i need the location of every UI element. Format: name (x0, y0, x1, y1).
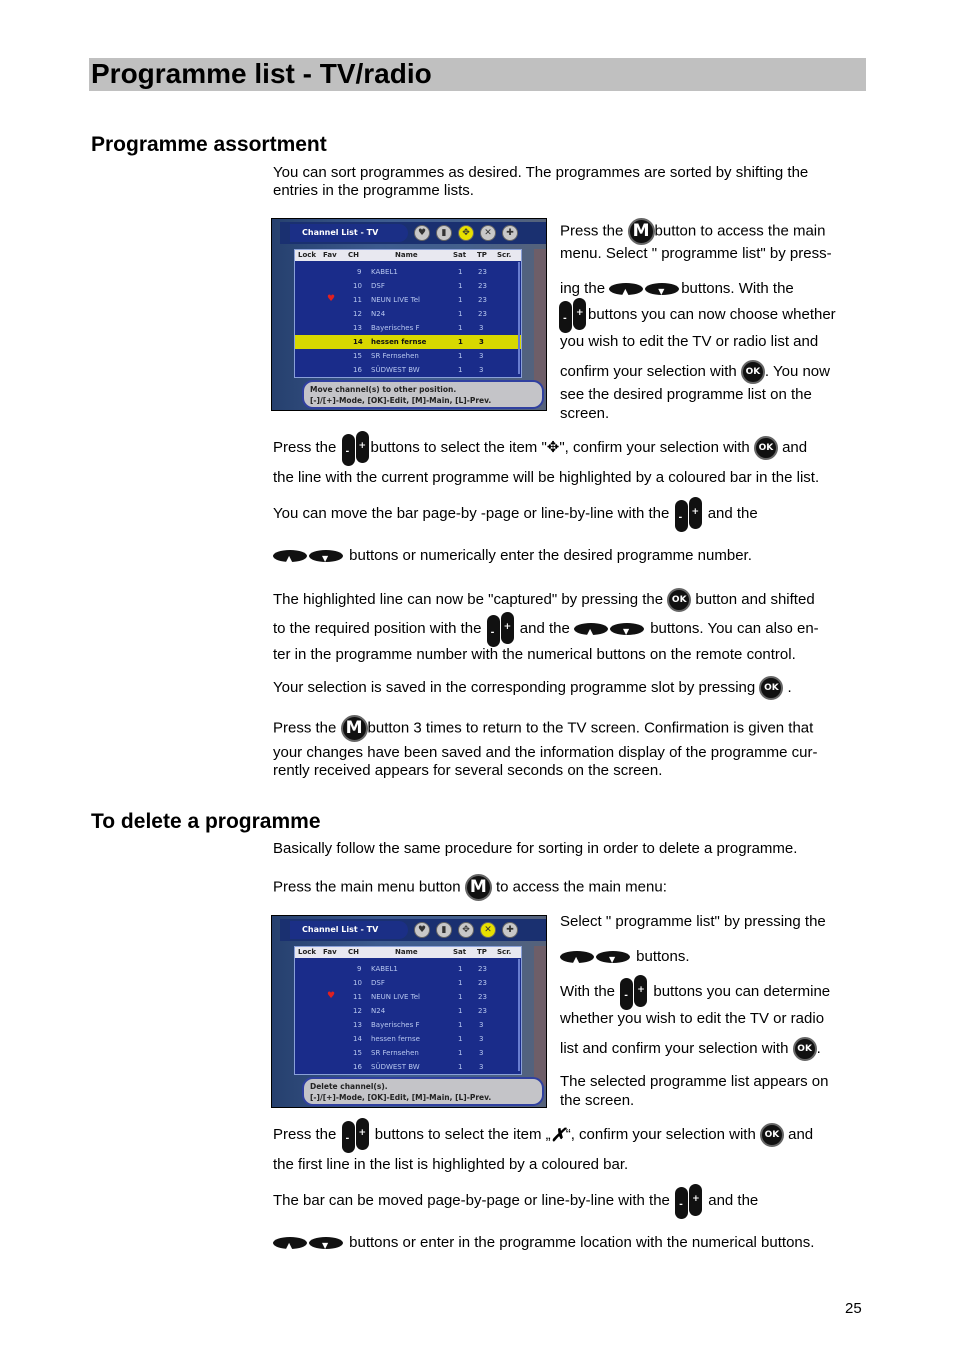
tv-status-box: Delete channel(s). [-]/[+]-Mode, [OK]-Edit, [M]-Main, [L]-Prev. (302, 1077, 544, 1106)
side-line-4: - + buttons you can now choose whether (558, 298, 836, 332)
heart-icon: ♥ (414, 225, 430, 241)
move-icon: ✥ (458, 922, 474, 938)
lock-icon: ▮ (436, 225, 452, 241)
heart-icon: ♥ (414, 922, 430, 938)
channel-row: 14 hessen fernse 1 3 (353, 1035, 484, 1043)
tv-status-box: Move channel(s) to other position. [-]/[+]-Mode, [OK]-Edit, [M]-Main, [L]-Prev. (302, 380, 544, 409)
ok-button-icon: OK (760, 1123, 784, 1147)
tv-screenshot-delete (271, 915, 547, 1108)
side-line-6: confirm your selection with OK . You now (560, 360, 830, 384)
minus-plus-buttons-icon: - + (558, 298, 588, 332)
ok-button-icon: OK (667, 588, 691, 612)
para-return-line-2: your changes have been saved and the information display of the programme cur- (273, 744, 818, 761)
para-delete-select-line-1: Press the - + buttons to select the item „✗“, confirm your selection with OK and (273, 1118, 813, 1152)
intro-line-2: entries in the programme lists. (273, 182, 474, 199)
side-line-3: ing the ▲ ▼ buttons. With the (560, 280, 794, 297)
tv-tab-title: Channel List - TV (290, 921, 408, 939)
para-page-line-1: You can move the bar page-by -page or line-by-line with the - + and the (273, 497, 758, 531)
page-title-bar (89, 58, 866, 91)
channel-row: 13 Bayerisches F 1 3 (353, 1021, 484, 1029)
side2-line-6: The selected programme list appears on (560, 1073, 829, 1090)
side2-line-7: the screen. (560, 1092, 635, 1109)
delete-icon: ✕ (480, 225, 496, 241)
side-line-7: see the desired programme list on the (560, 386, 812, 403)
channel-row: 15 SR Fernsehen 1 3 (353, 1049, 484, 1057)
minus-plus-buttons-icon: - + (619, 975, 649, 1009)
side2-line-1: Select " programme list" by pressing the (560, 913, 826, 930)
para-select-move-line-1: Press the - + buttons to select the item "✥", confirm your selection with OK and (273, 431, 807, 465)
delete-main-menu-line: Press the main menu button M to access the main menu: (273, 874, 667, 901)
delete-intro: Basically follow the same procedure for sorting in order to delete a programme. (273, 840, 798, 857)
minus-plus-buttons-icon: - + (674, 1184, 704, 1218)
para-capture-line-3: ter in the programme number with the numerical buttons on the remote control. (273, 646, 796, 663)
para-delete-bar-line-2: ▲ ▼ buttons or enter in the programme location with the numerical buttons. (273, 1234, 814, 1253)
up-down-arrow-buttons-icon: ▲ ▼ (609, 281, 681, 297)
up-down-arrow-buttons-icon: ▲ ▼ (574, 621, 646, 637)
para-saved: Your selection is saved in the corresponding programme slot by pressing OK . (273, 676, 792, 700)
column-header-row: Lock Fav CH Name Sat TP Scr. (295, 947, 521, 958)
column-header-row: Lock Fav CH Name Sat TP Scr. (295, 250, 521, 261)
side-line-1: Press the M button to access the main (560, 218, 825, 245)
up-down-arrow-buttons-icon: ▲ ▼ (560, 949, 632, 965)
menu-m-button-icon: M (628, 218, 655, 245)
para-select-move-line-2: the line with the current programme will be highlighted by a coloured bar in the list. (273, 469, 820, 486)
ok-button-icon: OK (759, 676, 783, 700)
para-capture-line-2: to the required position with the - + and the ▲ ▼ buttons. You can also en- (273, 612, 819, 646)
side-line-2: menu. Select " programme list" by press- (560, 245, 832, 262)
minus-plus-buttons-icon: - + (341, 431, 371, 465)
para-delete-select-line-2: the first line in the list is highlighted by a coloured bar. (273, 1156, 629, 1173)
page-number: 25 (845, 1300, 862, 1317)
channel-row: ♥ 11 NEUN LIVE Tel 1 23 (327, 294, 487, 304)
favourite-heart-icon: ♥ (327, 294, 336, 304)
channel-row: 9 KABEL1 1 23 (357, 268, 487, 276)
para-return-line-1: Press the M button 3 times to return to the TV screen. Confirmation is given that (273, 715, 813, 742)
page-title: Programme list - TV/radio (91, 58, 432, 89)
tv-tab-title: Channel List - TV (290, 224, 408, 242)
para-delete-bar-line-1: The bar can be moved page-by-page or line-by-line with the - + and the (273, 1184, 758, 1218)
channel-row: 16 SÜDWEST BW 1 3 (353, 366, 484, 374)
channel-row: 16 SÜDWEST BW 1 3 (353, 1063, 484, 1071)
up-down-arrow-buttons-icon: ▲ ▼ (273, 1235, 345, 1251)
channel-row-highlighted: 14 hessen fernse 1 3 (295, 335, 521, 349)
tv-screenshot-sort (271, 218, 547, 411)
channel-row: 12 N24 1 23 (353, 1007, 487, 1015)
channel-list-panel (294, 946, 522, 1075)
menu-m-button-icon: M (465, 874, 492, 901)
section-heading-assortment: Programme assortment (91, 133, 327, 156)
section-heading-delete: To delete a programme (91, 810, 321, 833)
side2-line-4: whether you wish to edit the TV or radio (560, 1010, 825, 1027)
minus-plus-buttons-icon: - + (486, 612, 516, 646)
channel-row: 12 N24 1 23 (353, 310, 487, 318)
delete-cross-icon: ✗ (550, 1124, 566, 1145)
move-cross-icon: ✥ (546, 438, 560, 456)
minus-plus-buttons-icon: - + (341, 1118, 371, 1152)
side-line-5: you wish to edit the TV or radio list and (560, 333, 819, 350)
side2-line-2: ▲ ▼ buttons. (560, 948, 690, 967)
channel-row: 10 DSF 1 23 (353, 979, 487, 987)
delete-icon: ✕ (480, 922, 496, 938)
add-icon: ✚ (502, 225, 518, 241)
channel-list-panel (294, 249, 522, 378)
up-down-arrow-buttons-icon: ▲ ▼ (273, 548, 345, 564)
side2-line-3: With the - + buttons you can determine (560, 975, 830, 1009)
lock-icon: ▮ (436, 922, 452, 938)
minus-plus-buttons-icon: - + (674, 497, 704, 531)
channel-row: 13 Bayerisches F 1 3 (353, 324, 484, 332)
para-page-line-2: ▲ ▼ buttons or numerically enter the desired programme number. (273, 547, 752, 566)
channel-row: 15 SR Fernsehen 1 3 (353, 352, 484, 360)
menu-m-button-icon: M (341, 715, 368, 742)
add-icon: ✚ (502, 922, 518, 938)
ok-button-icon: OK (793, 1037, 817, 1061)
ok-button-icon: OK (754, 436, 778, 460)
side-line-8: screen. (560, 405, 610, 422)
move-icon: ✥ (458, 225, 474, 241)
channel-row: ♥ 11 NEUN LIVE Tel 1 23 (327, 991, 487, 1001)
intro-line-1: You can sort programmes as desired. The programmes are sorted by shifting the (273, 164, 809, 181)
channel-row: 9 KABEL1 1 23 (357, 965, 487, 973)
favourite-heart-icon: ♥ (327, 991, 336, 1001)
para-return-line-3: rently received appears for several seconds on the screen. (273, 762, 663, 779)
para-capture-line-1: The highlighted line can now be "captured" by pressing the OK button and shifted (273, 588, 815, 612)
channel-row: 10 DSF 1 23 (353, 282, 487, 290)
ok-button-icon: OK (741, 360, 765, 384)
side2-line-5: list and confirm your selection with OK . (560, 1037, 821, 1061)
